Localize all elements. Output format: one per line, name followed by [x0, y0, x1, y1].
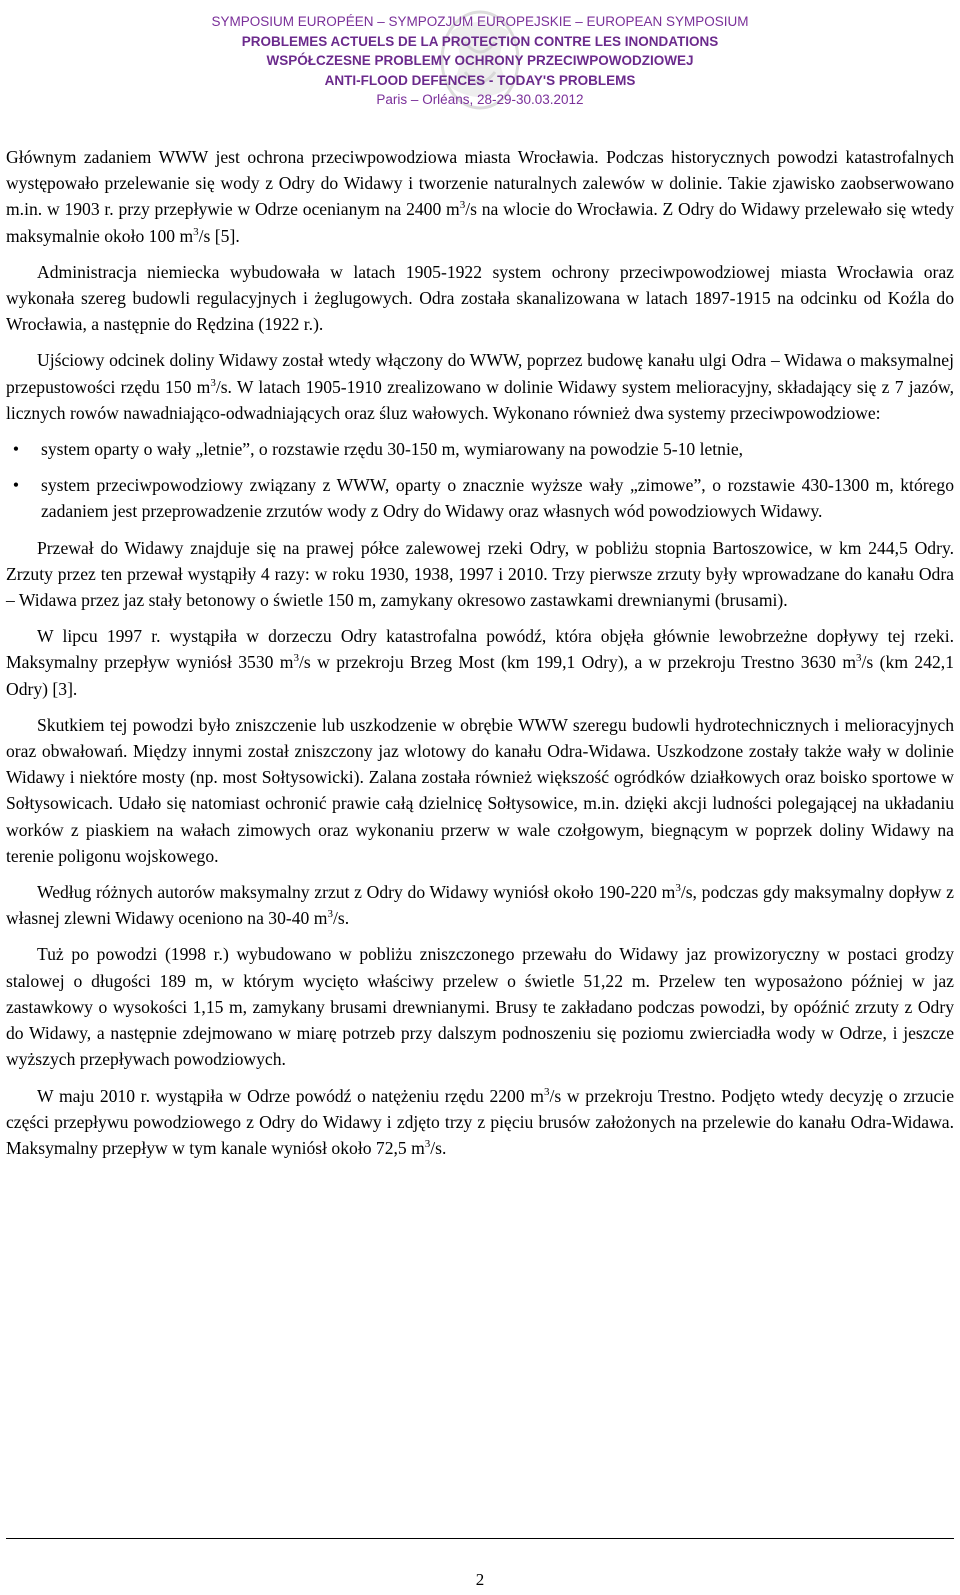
header-line-5: Paris – Orléans, 28-29-30.03.2012: [376, 92, 584, 107]
header-line-4: ANTI-FLOOD DEFENCES - TODAY'S PROBLEMS: [324, 72, 636, 88]
document-body: [6, 144, 954, 1171]
paragraph-1: Głównym zadaniem WWW jest ochrona przeciwpowodziowa miasta Wrocławia. Podczas historycznych powodzi katastrofalnych występowało przelewanie się wody z Odry do Widawy i tworzenie naturalnych zalewów w dolinie. Takie zjawisko zaobserwowano m.in. w 1903 r. przy przepływie w Odrze ocenianym na 2400 $m^3/s$ na wlocie do Wrocławia. Z Odry do Widawy przelewało się wtedy maksymalnie około 100 $m^3/s$ [5].: [6, 147, 954, 246]
header-line-2: PROBLEMES ACTUELS DE LA PROTECTION CONTRE LES INONDATIONS: [241, 33, 719, 49]
bullet-list: [6, 436, 954, 525]
paragraph-4: Przewał do Widawy znajduje się na prawej półce zalewowej rzeki Odry, w pobliżu stopnia Bartoszowice, w km 244,5 Odry. Zrzuty przez ten przewał wystąpiły 4 razy: w roku 1930, 1938, 1997 i 2010. Trzy pierwsze zrzuty były wprowadzane do kanału Odra – Widawa przez jaz stały betonowy o świetle 150 m, zamykany okresowo zastawkami drewnianymi (brusami).: [6, 537, 954, 611]
header-line-3: WSPÓŁCZESNE PROBLEMY OCHRONY PRZECIWPOWODZIOWEJ: [266, 53, 694, 68]
list-item: • system przeciwpowodziowy związany z WWW, oparty o znacznie wyższe wały „zimowe”, o rozstawie 430-1300 m, którego zadaniem jest przeprowadzenie zrzutów wody z Odry do Widawy oraz własnych wód powodziowych Widawy.: [6, 472, 954, 524]
footer-divider: [6, 1538, 954, 1539]
paragraph-6: Skutkiem tej powodzi było zniszczenie lub uszkodzenie w obrębie WWW szeregu budowli hydrotechnicznych i melioracyjnych oraz obwałowań. Między innymi został zniszczony jaz wlotowy do kanału Odra-Widawa. Uszkodzone zostały także wały w dolinie Widawy i niektóre mosty (np. most Sołtysowicki). Zalana została również większość ogródków działkowych oraz boisko sportowe w Sołtysowicach. Udało się natomiast ochronić prawie całą dzielnicę Sołtysowice, m.in. dzięki akcji ludności polegającej na układaniu worków z piaskiem na wałach zimowych oraz wykonaniu przerw w wale czołgowym, biegnącym w poprzek doliny Widawy na terenie poligonu wojskowego.: [6, 714, 954, 866]
paragraph-2: Administracja niemiecka wybudowała w latach 1905-1922 system ochrony przeciwpowodziowej miasta Wrocławia oraz wykonała szereg budowli regulacyjnych i żeglugowych. Odra została skanalizowana w latach 1897-1915 na odcinku od Koźla do Wrocławia, a następnie do Rędzina (1922 r.).: [6, 261, 954, 335]
symposium-header: [0, 0, 960, 112]
list-item: • system oparty o wały „letnie”, o rozstawie rzędu 30-150 m, wymiarowany na powodzie 5-10 letnie,: [6, 436, 954, 462]
header-line-1: SYMPOSIUM EUROPÉEN – SYMPOZJUM EUROPEJSKIE – EUROPEAN SYMPOSIUM: [211, 14, 749, 29]
page-number: 2: [475, 1570, 485, 1589]
paragraph-7: Według różnych autorów maksymalny zrzut z Odry do Widawy wyniósł około 190-220 $m^3/s$, podczas gdy maksymalny dopływ z własnej zlewni Widawy oceniono na 30-40 $m^3/s$.: [6, 882, 954, 929]
paragraph-5: W lipcu 1997 r. wystąpiła w dorzeczu Odry katastrofalna powódź, która objęła głównie lewobrzeżne dopływy tej rzeki. Maksymalny przepływ wyniósł 3530 $m^3/s$ w przekroju Brzeg Most (km 199,1 Odry), a w przekroju Trestno 3630 $m^3/s$ (km 242,1 Odry) [3].: [6, 626, 954, 699]
bullet-icon: •: [12, 475, 20, 496]
bullet-icon: •: [12, 439, 20, 460]
paragraph-8: Tuż po powodzi (1998 r.) wybudowano w pobliżu zniszczonego przewału do Widawy jaz prowizoryczny w postaci grodzy stalowej o długości 189 m, w którym wycięto właściwy przelew o świetle 51,22 m. Przelew ten wyposażono później w jaz zastawkowy o wysokości 1,15 m, zamykany brusami drewnianymi. Brusy te zakładano podczas powodzi, by opóźnić zrzuty z Odry do Widawy, a następnie zdejmowano w miarę potrzeb przy dalszym podnoszeniu się poziomu zwierciadła wody w Odrze, i jeszcze wyższych przepływach powodziowych.: [6, 944, 954, 1070]
paragraph-9: W maju 2010 r. wystąpiła w Odrze powódź o natężeniu rzędu 2200 $m^3/s$ w przekroju Trestno. Podjęto wtedy decyzję o zrzucie części przepływu powodziowego z Odry do Widawy i zdjęto trzy z pięciu brusów założonych na przelewie do kanału Odra-Widawa. Maksymalny przepływ w tym kanale wyniósł około 72,5 $m^3/s$.: [6, 1085, 955, 1158]
paragraph-3: Ujściowy odcinek doliny Widawy został wtedy włączony do WWW, poprzez budowę kanału ulgi Odra – Widawa o maksymalnej przepustowości rzędu 150 $m^3/s$. W latach 1905-1910 zrealizowano w dolinie Widawy system melioracyjny, składający się z 7 jazów, licznych rowów nawadniająco-odwadniających oraz śluz wałowych. Wykonano również dwa systemy przeciwpowodziowe:: [6, 350, 954, 423]
